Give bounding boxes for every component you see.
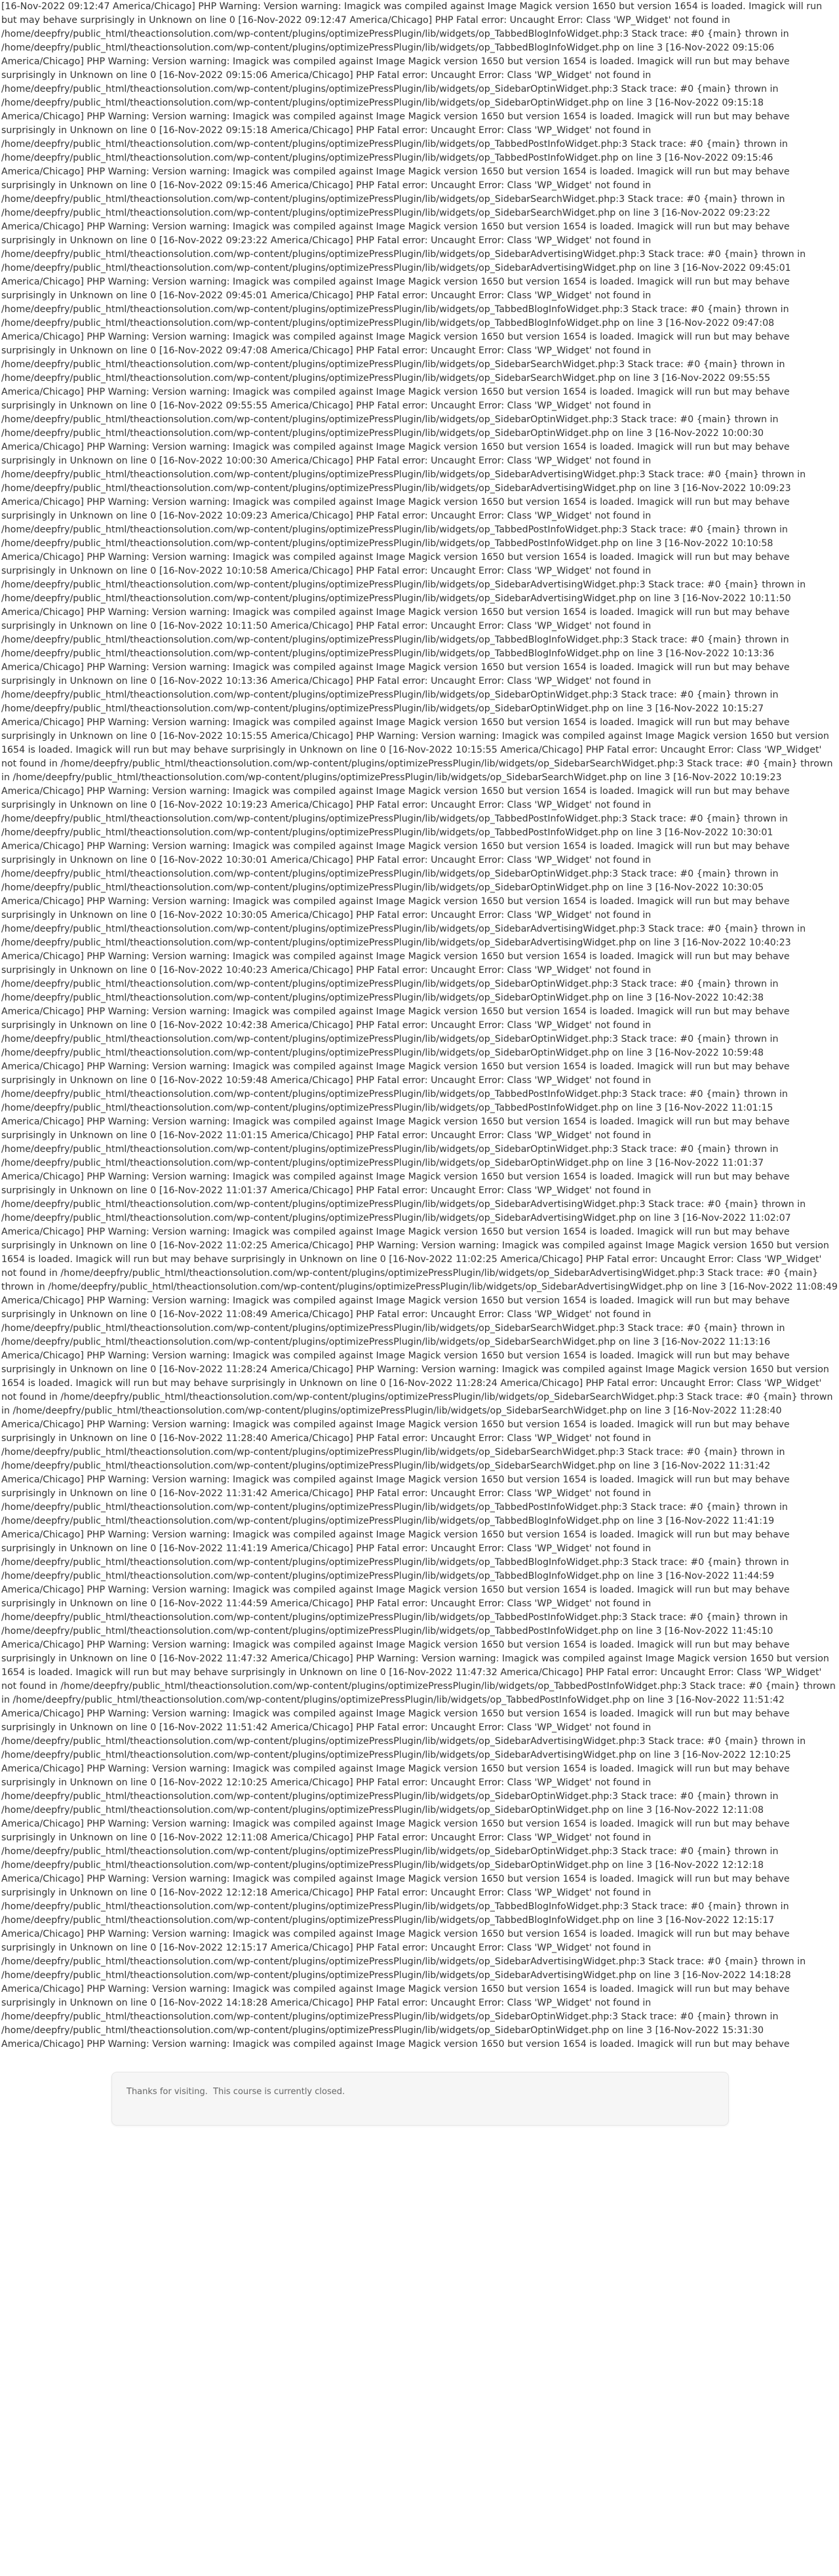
course-closed-message: Thanks for visiting. This course is currently closed.: [127, 2087, 345, 2097]
course-closed-notice: [111, 2072, 729, 2126]
php-error-log-text: [16-Nov-2022 09:12:47 America/Chicago] PHP Warning: Version warning: Imagick was compiled against Image Magick version 1650 but version 1654 is loaded. Imagick will run but may behave surprisingly in Unknown on line 0 [16-Nov-2022 09:12:47 America/Chicago] PHP Fatal error: Uncaught Error: Class 'WP_Widget' not found in /home/deepfry/public_html/theactionsolution.com/wp-content/plugins/optimizePressPlugin/lib/widgets/op_TabbedBlogInfoWidget.php:3 Stack trace: #0 {main} thrown in /home/deepfry/public_html/theactionsolution.com/wp-content/plugins/optimizePressPlugin/lib/widgets/op_TabbedBlogInfoWidget.php on line 3 [16-Nov-2022 09:15:06 America/Chicago] PHP Warning: Version warning: Imagick was compiled against Image Magick version 1650 but version 1654 is loaded. Imagick will run but may behave surprisingly in Unknown on line 0 [16-Nov-2022 09:15:06 America/Chicago] PHP Fatal error: Uncaught Error: Class 'WP_Widget' not found in /home/deepfry/public_html/theactionsolution.com/wp-content/plugins/optimizePressPlugin/lib/widgets/op_SidebarOptinWidget.php:3 Stack trace: #0 {main} thrown in /home/deepfry/public_html/theactionsolution.com/wp-content/plugins/optimizePressPlugin/lib/widgets/op_SidebarOptinWidget.php on line 3 [16-Nov-2022 09:15:18 America/Chicago] PHP Warning: Version warning: Imagick was compiled against Image Magick version 1650 but version 1654 is loaded. Imagick will run but may behave surprisingly in Unknown on line 0 [16-Nov-2022 09:15:18 America/Chicago] PHP Fatal error: Uncaught Error: Class 'WP_Widget' not found in /home/deepfry/public_html/theactionsolution.com/wp-content/plugins/optimizePressPlugin/lib/widgets/op_TabbedPostInfoWidget.php:3 Stack trace: #0 {main} thrown in /home/deepfry/public_html/theactionsolution.com/wp-content/plugins/optimizePressPlugin/lib/widgets/op_TabbedPostInfoWidget.php on line 3 [16-Nov-2022 09:15:46 America/Chicago] PHP Warning: Version warning: Imagick was compiled against Image Magick version 1650 but version 1654 is loaded. Imagick will run but may behave surprisingly in Unknown on line 0 [16-Nov-2022 09:15:46 America/Chicago] PHP Fatal error: Uncaught Error: Class 'WP_Widget' not found in /home/deepfry/public_html/theactionsolution.com/wp-content/plugins/optimizePressPlugin/lib/widgets/op_SidebarSearchWidget.php:3 Stack trace: #0 {main} thrown in /home/deepfry/public_html/theactionsolution.com/wp-content/plugins/optimizePressPlugin/lib/widgets/op_SidebarSearchWidget.php on line 3 [16-Nov-2022 09:23:22 America/Chicago] PHP Warning: Version warning: Imagick was compiled against Image Magick version 1650 but version 1654 is loaded. Imagick will run but may behave surprisingly in Unknown on line 0 [16-Nov-2022 09:23:22 America/Chicago] PHP Fatal error: Uncaught Error: Class 'WP_Widget' not found in /home/deepfry/public_html/theactionsolution.com/wp-content/plugins/optimizePressPlugin/lib/widgets/op_SidebarAdvertisingWidget.php:3 Stack trace: #0 {main} thrown in /home/deepfry/public_html/theactionsolution.com/wp-content/plugins/optimizePressPlugin/lib/widgets/op_SidebarAdvertisingWidget.php on line 3 [16-Nov-2022 09:45:01 America/Chicago] PHP Warning: Version warning: Imagick was compiled against Image Magick version 1650 but version 1654 is loaded. Imagick will run but may behave surprisingly in Unknown on line 0 [16-Nov-2022 09:45:01 America/Chicago] PHP Fatal error: Uncaught Error: Class 'WP_Widget' not found in /home/deepfry/public_html/theactionsolution.com/wp-content/plugins/optimizePressPlugin/lib/widgets/op_TabbedBlogInfoWidget.php:3 Stack trace: #0 {main} thrown in /home/deepfry/public_html/theactionsolution.com/wp-content/plugins/optimizePressPlugin/lib/widgets/op_TabbedBlogInfoWidget.php on line 3 [16-Nov-2022 09:47:08 America/Chicago] PHP Warning: Version warning: Imagick was compiled against Image Magick version 1650 but version 1654 is loaded. Imagick will run but may behave surprisingly in Unknown on line 0 [16-Nov-2022 09:47:08 America/Chicago] PHP Fatal error: Uncaught Error: Class 'WP_Widget' not found in /home/deepfry/public_html/theactionsolution.com/wp-content/plugins/optimizePressPlugin/lib/widgets/op_SidebarSearchWidget.php:3 Stack trace: #0 {main} thrown in /home/deepfry/public_html/theactionsolution.com/wp-content/plugins/optimizePressPlugin/lib/widgets/op_SidebarSearchWidget.php on line 3 [16-Nov-2022 09:55:55 America/Chicago] PHP Warning: Version warning: Imagick was compiled against Image Magick version 1650 but version 1654 is loaded. Imagick will run but may behave surprisingly in Unknown on line 0 [16-Nov-2022 09:55:55 America/Chicago] PHP Fatal error: Uncaught Error: Class 'WP_Widget' not found in /home/deepfry/public_html/theactionsolution.com/wp-content/plugins/optimizePressPlugin/lib/widgets/op_SidebarOptinWidget.php:3 Stack trace: #0 {main} thrown in /home/deepfry/public_html/theactionsolution.com/wp-content/plugins/optimizePressPlugin/lib/widgets/op_SidebarOptinWidget.php on line 3 [16-Nov-2022 10:00:30 America/Chicago] PHP Warning: Version warning: Imagick was compiled against Image Magick version 1650 but version 1654 is loaded. Imagick will run but may behave surprisingly in Unknown on line 0 [16-Nov-2022 10:00:30 America/Chicago] PHP Fatal error: Uncaught Error: Class 'WP_Widget' not found in /home/deepfry/public_html/theactionsolution.com/wp-content/plugins/optimizePressPlugin/lib/widgets/op_SidebarAdvertisingWidget.php:3 Stack trace: #0 {main} thrown in /home/deepfry/public_html/theactionsolution.com/wp-content/plugins/optimizePressPlugin/lib/widgets/op_SidebarAdvertisingWidget.php on line 3 [16-Nov-2022 10:09:23 America/Chicago] PHP Warning: Version warning: Imagick was compiled against Image Magick version 1650 but version 1654 is loaded. Imagick will run but may behave surprisingly in Unknown on line 0 [16-Nov-2022 10:09:23 America/Chicago] PHP Fatal error: Uncaught Error: Class 'WP_Widget' not found in /home/deepfry/public_html/theactionsolution.com/wp-content/plugins/optimizePressPlugin/lib/widgets/op_TabbedPostInfoWidget.php:3 Stack trace: #0 {main} thrown in /home/deepfry/public_html/theactionsolution.com/wp-content/plugins/optimizePressPlugin/lib/widgets/op_TabbedPostInfoWidget.php on line 3 [16-Nov-2022 10:10:58 America/Chicago] PHP Warning: Version warning: Imagick was compiled against Image Magick version 1650 but version 1654 is loaded. Imagick will run but may behave surprisingly in Unknown on line 0 [16-Nov-2022 10:10:58 America/Chicago] PHP Fatal error: Uncaught Error: Class 'WP_Widget' not found in /home/deepfry/public_html/theactionsolution.com/wp-content/plugins/optimizePressPlugin/lib/widgets/op_SidebarAdvertisingWidget.php:3 Stack trace: #0 {main} thrown in /home/deepfry/public_html/theactionsolution.com/wp-content/plugins/optimizePressPlugin/lib/widgets/op_SidebarAdvertisingWidget.php on line 3 [16-Nov-2022 10:11:50 America/Chicago] PHP Warning: Version warning: Imagick was compiled against Image Magick version 1650 but version 1654 is loaded. Imagick will run but may behave surprisingly in Unknown on line 0 [16-Nov-2022 10:11:50 America/Chicago] PHP Fatal error: Uncaught Error: Class 'WP_Widget' not found in /home/deepfry/public_html/theactionsolution.com/wp-content/plugins/optimizePressPlugin/lib/widgets/op_TabbedBlogInfoWidget.php:3 Stack trace: #0 {main} thrown in /home/deepfry/public_html/theactionsolution.com/wp-content/plugins/optimizePressPlugin/lib/widgets/op_TabbedBlogInfoWidget.php on line 3 [16-Nov-2022 10:13:36 America/Chicago] PHP Warning: Version warning: Imagick was compiled against Image Magick version 1650 but version 1654 is loaded. Imagick will run but may behave surprisingly in Unknown on line 0 [16-Nov-2022 10:13:36 America/Chicago] PHP Fatal error: Uncaught Error: Class 'WP_Widget' not found in /home/deepfry/public_html/theactionsolution.com/wp-content/plugins/optimizePressPlugin/lib/widgets/op_SidebarOptinWidget.php:3 Stack trace: #0 {main} thrown in /home/deepfry/public_html/theactionsolution.com/wp-content/plugins/optimizePressPlugin/lib/widgets/op_SidebarOptinWidget.php on line 3 [16-Nov-2022 10:15:27 America/Chicago] PHP Warning: Version warning: Imagick was compiled against Image Magick version 1650 but version 1654 is loaded. Imagick will run but may behave surprisingly in Unknown on line 0 [16-Nov-2022 10:15:55 America/Chicago] PHP Warning: Version warning: Imagick was compiled against Image Magick version 1650 but version 1654 is loaded. Imagick will run but may behave surprisingly in Unknown on line 0 [16-Nov-2022 10:15:55 America/Chicago] PHP Fatal error: Uncaught Error: Class 'WP_Widget' not found in /home/deepfry/public_html/theactionsolution.com/wp-content/plugins/optimizePressPlugin/lib/widgets/op_SidebarSearchWidget.php:3 Stack trace: #0 {main} thrown in /home/deepfry/public_html/theactionsolution.com/wp-content/plugins/optimizePressPlugin/lib/widgets/op_SidebarSearchWidget.php on line 3 [16-Nov-2022 10:19:23 America/Chicago] PHP Warning: Version warning: Imagick was compiled against Image Magick version 1650 but version 1654 is loaded. Imagick will run but may behave surprisingly in Unknown on line 0 [16-Nov-2022 10:19:23 America/Chicago] PHP Fatal error: Uncaught Error: Class 'WP_Widget' not found in /home/deepfry/public_html/theactionsolution.com/wp-content/plugins/optimizePressPlugin/lib/widgets/op_TabbedPostInfoWidget.php:3 Stack trace: #0 {main} thrown in /home/deepfry/public_html/theactionsolution.com/wp-content/plugins/optimizePressPlugin/lib/widgets/op_TabbedPostInfoWidget.php on line 3 [16-Nov-2022 10:30:01 America/Chicago] PHP Warning: Version warning: Imagick was compiled against Image Magick version 1650 but version 1654 is loaded. Imagick will run but may behave surprisingly in Unknown on line 0 [16-Nov-2022 10:30:01 America/Chicago] PHP Fatal error: Uncaught Error: Class 'WP_Widget' not found in /home/deepfry/public_html/theactionsolution.com/wp-content/plugins/optimizePressPlugin/lib/widgets/op_SidebarOptinWidget.php:3 Stack trace: #0 {main} thrown in /home/deepfry/public_html/theactionsolution.com/wp-content/plugins/optimizePressPlugin/lib/widgets/op_SidebarOptinWidget.php on line 3 [16-Nov-2022 10:30:05 America/Chicago] PHP Warning: Version warning: Imagick was compiled against Image Magick version 1650 but version 1654 is loaded. Imagick will run but may behave surprisingly in Unknown on line 0 [16-Nov-2022 10:30:05 America/Chicago] PHP Fatal error: Uncaught Error: Class 'WP_Widget' not found in /home/deepfry/public_html/theactionsolution.com/wp-content/plugins/optimizePressPlugin/lib/widgets/op_SidebarAdvertisingWidget.php:3 Stack trace: #0 {main} thrown in /home/deepfry/public_html/theactionsolution.com/wp-content/plugins/optimizePressPlugin/lib/widgets/op_SidebarAdvertisingWidget.php on line 3 [16-Nov-2022 10:40:23 America/Chicago] PHP Warning: Version warning: Imagick was compiled against Image Magick version 1650 but version 1654 is loaded. Imagick will run but may behave surprisingly in Unknown on line 0 [16-Nov-2022 10:40:23 America/Chicago] PHP Fatal error: Uncaught Error: Class 'WP_Widget' not found in /home/deepfry/public_html/theactionsolution.com/wp-content/plugins/optimizePressPlugin/lib/widgets/op_SidebarOptinWidget.php:3 Stack trace: #0 {main} thrown in /home/deepfry/public_html/theactionsolution.com/wp-content/plugins/optimizePressPlugin/lib/widgets/op_SidebarOptinWidget.php on line 3 [16-Nov-2022 10:42:38 America/Chicago] PHP Warning: Version warning: Imagick was compiled against Image Magick version 1650 but version 1654 is loaded. Imagick will run but may behave surprisingly in Unknown on line 0 [16-Nov-2022 10:42:38 America/Chicago] PHP Fatal error: Uncaught Error: Class 'WP_Widget' not found in /home/deepfry/public_html/theactionsolution.com/wp-content/plugins/optimizePressPlugin/lib/widgets/op_SidebarOptinWidget.php:3 Stack trace: #0 {main} thrown in /home/deepfry/public_html/theactionsolution.com/wp-content/plugins/optimizePressPlugin/lib/widgets/op_SidebarOptinWidget.php on line 3 [16-Nov-2022 10:59:48 America/Chicago] PHP Warning: Version warning: Imagick was compiled against Image Magick version 1650 but version 1654 is loaded. Imagick will run but may behave surprisingly in Unknown on line 0 [16-Nov-2022 10:59:48 America/Chicago] PHP Fatal error: Uncaught Error: Class 'WP_Widget' not found in /home/deepfry/public_html/theactionsolution.com/wp-content/plugins/optimizePressPlugin/lib/widgets/op_TabbedPostInfoWidget.php:3 Stack trace: #0 {main} thrown in /home/deepfry/public_html/theactionsolution.com/wp-content/plugins/optimizePressPlugin/lib/widgets/op_TabbedPostInfoWidget.php on line 3 [16-Nov-2022 11:01:15 America/Chicago] PHP Warning: Version warning: Imagick was compiled against Image Magick version 1650 but version 1654 is loaded. Imagick will run but may behave surprisingly in Unknown on line 0 [16-Nov-2022 11:01:15 America/Chicago] PHP Fatal error: Uncaught Error: Class 'WP_Widget' not found in /home/deepfry/public_html/theactionsolution.com/wp-content/plugins/optimizePressPlugin/lib/widgets/op_SidebarOptinWidget.php:3 Stack trace: #0 {main} thrown in /home/deepfry/public_html/theactionsolution.com/wp-content/plugins/optimizePressPlugin/lib/widgets/op_SidebarOptinWidget.php on line 3 [16-Nov-2022 11:01:37 America/Chicago] PHP Warning: Version warning: Imagick was compiled against Image Magick version 1650 but version 1654 is loaded. Imagick will run but may behave surprisingly in Unknown on line 0 [16-Nov-2022 11:01:37 America/Chicago] PHP Fatal error: Uncaught Error: Class 'WP_Widget' not found in /home/deepfry/public_html/theactionsolution.com/wp-content/plugins/optimizePressPlugin/lib/widgets/op_SidebarAdvertisingWidget.php:3 Stack trace: #0 {main} thrown in /home/deepfry/public_html/theactionsolution.com/wp-content/plugins/optimizePressPlugin/lib/widgets/op_SidebarAdvertisingWidget.php on line 3 [16-Nov-2022 11:02:07 America/Chicago] PHP Warning: Version warning: Imagick was compiled against Image Magick version 1650 but version 1654 is loaded. Imagick will run but may behave surprisingly in Unknown on line 0 [16-Nov-2022 11:02:25 America/Chicago] PHP Warning: Version warning: Imagick was compiled against Image Magick version 1650 but version 1654 is loaded. Imagick will run but may behave surprisingly in Unknown on line 0 [16-Nov-2022 11:02:25 America/Chicago] PHP Fatal error: Uncaught Error: Class 'WP_Widget' not found in /home/deepfry/public_html/theactionsolution.com/wp-content/plugins/optimizePressPlugin/lib/widgets/op_SidebarAdvertisingWidget.php:3 Stack trace: #0 {main} thrown in /home/deepfry/public_html/theactionsolution.com/wp-content/plugins/optimizePressPlugin/lib/widgets/op_SidebarAdvertisingWidget.php on line 3 [16-Nov-2022 11:08:49 America/Chicago] PHP Warning: Version warning: Imagick was compiled against Image Magick version 1650 but version 1654 is loaded. Imagick will run but may behave surprisingly in Unknown on line 0 [16-Nov-2022 11:08:49 America/Chicago] PHP Fatal error: Uncaught Error: Class 'WP_Widget' not found in /home/deepfry/public_html/theactionsolution.com/wp-content/plugins/optimizePressPlugin/lib/widgets/op_SidebarSearchWidget.php:3 Stack trace: #0 {main} thrown in /home/deepfry/public_html/theactionsolution.com/wp-content/plugins/optimizePressPlugin/lib/widgets/op_SidebarSearchWidget.php on line 3 [16-Nov-2022 11:13:16 America/Chicago] PHP Warning: Version warning: Imagick was compiled against Image Magick version 1650 but version 1654 is loaded. Imagick will run but may behave surprisingly in Unknown on line 0 [16-Nov-2022 11:28:24 America/Chicago] PHP Warning: Version warning: Imagick was compiled against Image Magick version 1650 but version 1654 is loaded. Imagick will run but may behave surprisingly in Unknown on line 0 [16-Nov-2022 11:28:24 America/Chicago] PHP Fatal error: Uncaught Error: Class 'WP_Widget' not found in /home/deepfry/public_html/theactionsolution.com/wp-content/plugins/optimizePressPlugin/lib/widgets/op_SidebarSearchWidget.php:3 Stack trace: #0 {main} thrown in /home/deepfry/public_html/theactionsolution.com/wp-content/plugins/optimizePressPlugin/lib/widgets/op_SidebarSearchWidget.php on line 3 [16-Nov-2022 11:28:40 America/Chicago] PHP Warning: Version warning: Imagick was compiled against Image Magick version 1650 but version 1654 is loaded. Imagick will run but may behave surprisingly in Unknown on line 0 [16-Nov-2022 11:28:40 America/Chicago] PHP Fatal error: Uncaught Error: Class 'WP_Widget' not found in /home/deepfry/public_html/theactionsolution.com/wp-content/plugins/optimizePressPlugin/lib/widgets/op_SidebarSearchWidget.php:3 Stack trace: #0 {main} thrown in /home/deepfry/public_html/theactionsolution.com/wp-content/plugins/optimizePressPlugin/lib/widgets/op_SidebarSearchWidget.php on line 3 [16-Nov-2022 11:31:42 America/Chicago] PHP Warning: Version warning: Imagick was compiled against Image Magick version 1650 but version 1654 is loaded. Imagick will run but may behave surprisingly in Unknown on line 0 [16-Nov-2022 11:31:42 America/Chicago] PHP Fatal error: Uncaught Error: Class 'WP_Widget' not found in /home/deepfry/public_html/theactionsolution.com/wp-content/plugins/optimizePressPlugin/lib/widgets/op_TabbedPostInfoWidget.php:3 Stack trace: #0 {main} thrown in /home/deepfry/public_html/theactionsolution.com/wp-content/plugins/optimizePressPlugin/lib/widgets/op_TabbedBlogInfoWidget.php on line 3 [16-Nov-2022 11:41:19 America/Chicago] PHP Warning: Version warning: Imagick was compiled against Image Magick version 1650 but version 1654 is loaded. Imagick will run but may behave surprisingly in Unknown on line 0 [16-Nov-2022 11:41:19 America/Chicago] PHP Fatal error: Uncaught Error: Class 'WP_Widget' not found in /home/deepfry/public_html/theactionsolution.com/wp-content/plugins/optimizePressPlugin/lib/widgets/op_TabbedBlogInfoWidget.php:3 Stack trace: #0 {main} thrown in /home/deepfry/public_html/theactionsolution.com/wp-content/plugins/optimizePressPlugin/lib/widgets/op_TabbedBlogInfoWidget.php on line 3 [16-Nov-2022 11:44:59 America/Chicago] PHP Warning: Version warning: Imagick was compiled against Image Magick version 1650 but version 1654 is loaded. Imagick will run but may behave surprisingly in Unknown on line 0 [16-Nov-2022 11:44:59 America/Chicago] PHP Fatal error: Uncaught Error: Class 'WP_Widget' not found in /home/deepfry/public_html/theactionsolution.com/wp-content/plugins/optimizePressPlugin/lib/widgets/op_TabbedPostInfoWidget.php:3 Stack trace: #0 {main} thrown in /home/deepfry/public_html/theactionsolution.com/wp-content/plugins/optimizePressPlugin/lib/widgets/op_TabbedPostInfoWidget.php on line 3 [16-Nov-2022 11:45:10 America/Chicago] PHP Warning: Version warning: Imagick was compiled against Image Magick version 1650 but version 1654 is loaded. Imagick will run but may behave surprisingly in Unknown on line 0 [16-Nov-2022 11:47:32 America/Chicago] PHP Warning: Version warning: Imagick was compiled against Image Magick version 1650 but version 1654 is loaded. Imagick will run but may behave surprisingly in Unknown on line 0 [16-Nov-2022 11:47:32 America/Chicago] PHP Fatal error: Uncaught Error: Class 'WP_Widget' not found in /home/deepfry/public_html/theactionsolution.com/wp-content/plugins/optimizePressPlugin/lib/widgets/op_TabbedPostInfoWidget.php:3 Stack trace: #0 {main} thrown in /home/deepfry/public_html/theactionsolution.com/wp-content/plugins/optimizePressPlugin/lib/widgets/op_TabbedPostInfoWidget.php on line 3 [16-Nov-2022 11:51:42 America/Chicago] PHP Warning: Version warning: Imagick was compiled against Image Magick version 1650 but version 1654 is loaded. Imagick will run but may behave surprisingly in Unknown on line 0 [16-Nov-2022 11:51:42 America/Chicago] PHP Fatal error: Uncaught Error: Class 'WP_Widget' not found in /home/deepfry/public_html/theactionsolution.com/wp-content/plugins/optimizePressPlugin/lib/widgets/op_SidebarAdvertisingWidget.php:3 Stack trace: #0 {main} thrown in /home/deepfry/public_html/theactionsolution.com/wp-content/plugins/optimizePressPlugin/lib/widgets/op_SidebarAdvertisingWidget.php on line 3 [16-Nov-2022 12:10:25 America/Chicago] PHP Warning: Version warning: Imagick was compiled against Image Magick version 1650 but version 1654 is loaded. Imagick will run but may behave surprisingly in Unknown on line 0 [16-Nov-2022 12:10:25 America/Chicago] PHP Fatal error: Uncaught Error: Class 'WP_Widget' not found in /home/deepfry/public_html/theactionsolution.com/wp-content/plugins/optimizePressPlugin/lib/widgets/op_SidebarOptinWidget.php:3 Stack trace: #0 {main} thrown in /home/deepfry/public_html/theactionsolution.com/wp-content/plugins/optimizePressPlugin/lib/widgets/op_SidebarOptinWidget.php on line 3 [16-Nov-2022 12:11:08 America/Chicago] PHP Warning: Version warning: Imagick was compiled against Image Magick version 1650 but version 1654 is loaded. Imagick will run but may behave surprisingly in Unknown on line 0 [16-Nov-2022 12:11:08 America/Chicago] PHP Fatal error: Uncaught Error: Class 'WP_Widget' not found in /home/deepfry/public_html/theactionsolution.com/wp-content/plugins/optimizePressPlugin/lib/widgets/op_SidebarOptinWidget.php:3 Stack trace: #0 {main} thrown in /home/deepfry/public_html/theactionsolution.com/wp-content/plugins/optimizePressPlugin/lib/widgets/op_SidebarOptinWidget.php on line 3 [16-Nov-2022 12:12:18 America/Chicago] PHP Warning: Version warning: Imagick was compiled against Image Magick version 1650 but version 1654 is loaded. Imagick will run but may behave surprisingly in Unknown on line 0 [16-Nov-2022 12:12:18 America/Chicago] PHP Fatal error: Uncaught Error: Class 'WP_Widget' not found in /home/deepfry/public_html/theactionsolution.com/wp-content/plugins/optimizePressPlugin/lib/widgets/op_TabbedBlogInfoWidget.php:3 Stack trace: #0 {main} thrown in /home/deepfry/public_html/theactionsolution.com/wp-content/plugins/optimizePressPlugin/lib/widgets/op_TabbedBlogInfoWidget.php on line 3 [16-Nov-2022 12:15:17 America/Chicago] PHP Warning: Version warning: Imagick was compiled against Image Magick version 1650 but version 1654 is loaded. Imagick will run but may behave surprisingly in Unknown on line 0 [16-Nov-2022 12:15:17 America/Chicago] PHP Fatal error: Uncaught Error: Class 'WP_Widget' not found in /home/deepfry/public_html/theactionsolution.com/wp-content/plugins/optimizePressPlugin/lib/widgets/op_SidebarAdvertisingWidget.php:3 Stack trace: #0 {main} thrown in /home/deepfry/public_html/theactionsolution.com/wp-content/plugins/optimizePressPlugin/lib/widgets/op_SidebarAdvertisingWidget.php on line 3 [16-Nov-2022 14:18:28 America/Chicago] PHP Warning: Version warning: Imagick was compiled against Image Magick version 1650 but version 1654 is loaded. Imagick will run but may behave surprisingly in Unknown on line 0 [16-Nov-2022 14:18:28 America/Chicago] PHP Fatal error: Uncaught Error: Class 'WP_Widget' not found in /home/deepfry/public_html/theactionsolution.com/wp-content/plugins/optimizePressPlugin/lib/widgets/op_SidebarOptinWidget.php:3 Stack trace: #0 {main} thrown in /home/deepfry/public_html/theactionsolution.com/wp-content/plugins/optimizePressPlugin/lib/widgets/op_SidebarOptinWidget.php on line 3 [16-Nov-2022 15:31:30 America/Chicago] PHP Warning: Version warning: Imagick was compiled against Image Magick version 1650 but version 1654 is loaded. Imagick will run but may behave: [1, 1, 838, 2050]
